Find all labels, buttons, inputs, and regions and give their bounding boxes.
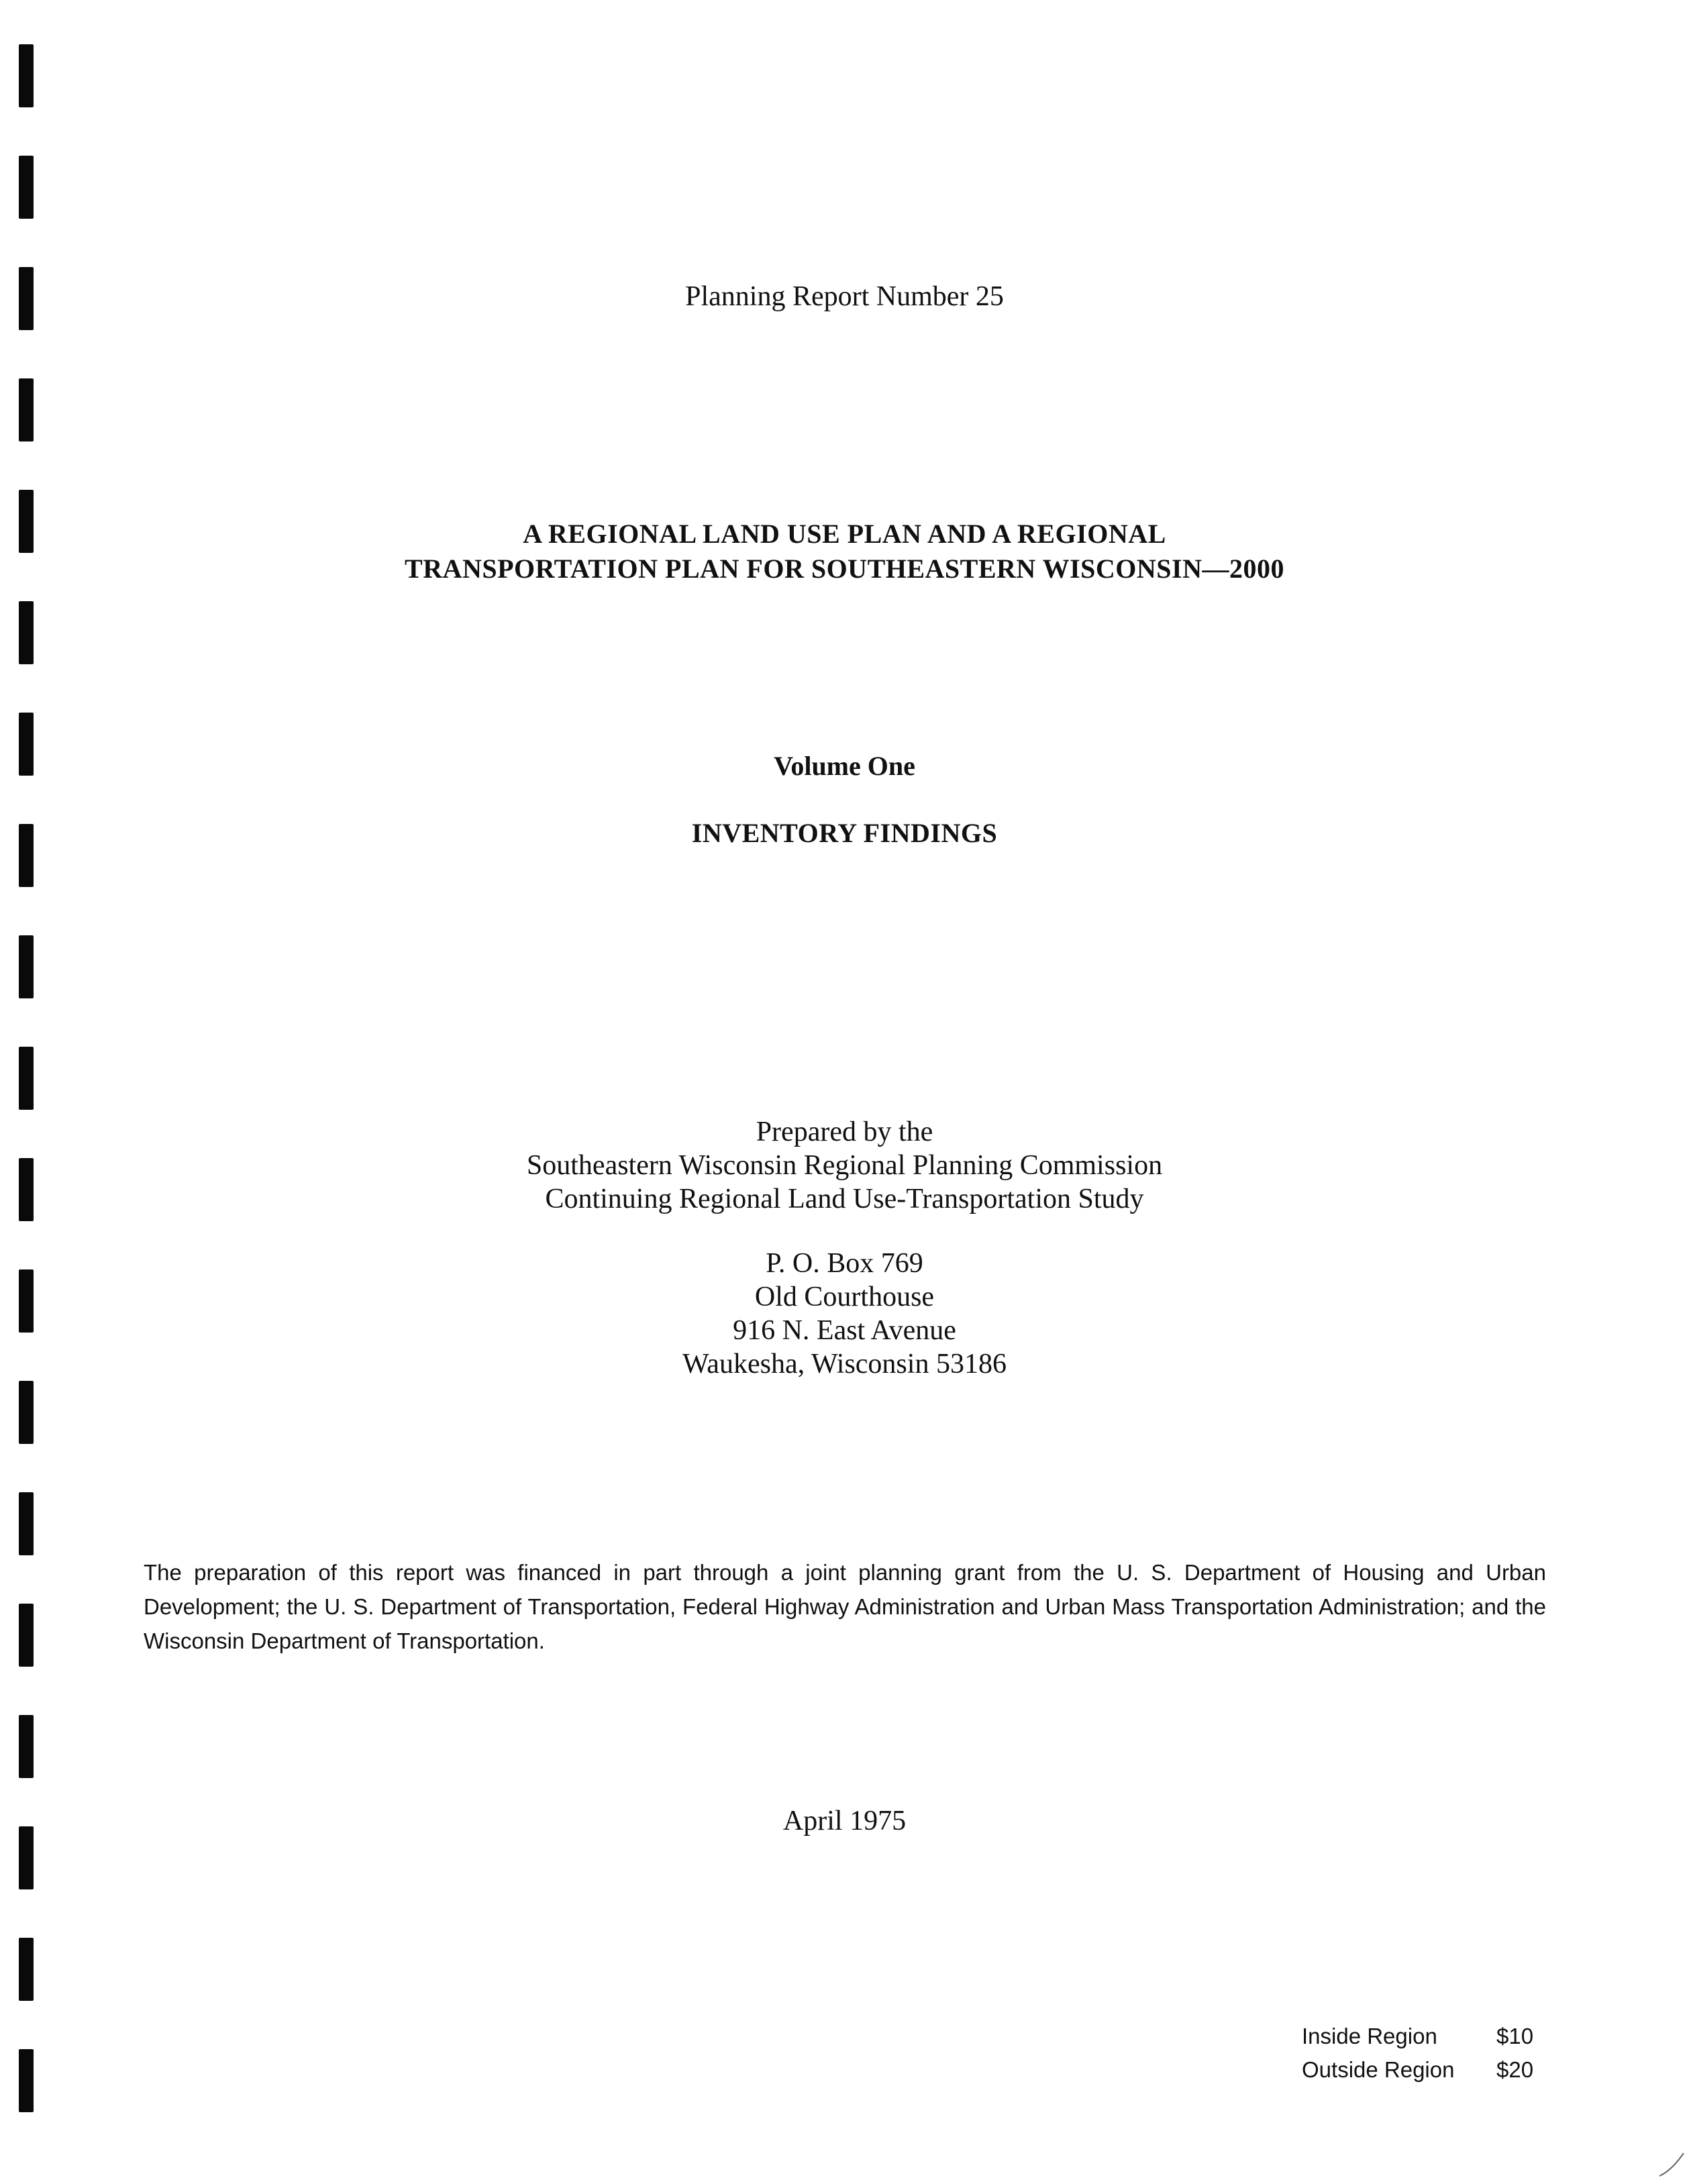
price-value: $10 — [1496, 2024, 1534, 2048]
document-subtitle: INVENTORY FINDINGS — [691, 818, 998, 848]
binding-hole — [19, 156, 34, 219]
title-line: A REGIONAL LAND USE PLAN AND A REGIONAL — [523, 519, 1166, 549]
binding-hole — [19, 1604, 34, 1667]
title-line: TRANSPORTATION PLAN FOR SOUTHEASTERN WISCONSIN—2000 — [405, 554, 1284, 584]
prepared-by-line: Continuing Regional Land Use-Transportation Study — [545, 1184, 1144, 1214]
page-curl-mark — [1658, 2150, 1685, 2177]
price-row — [1302, 2020, 1550, 2053]
volume-label: Volume One — [774, 751, 915, 781]
binding-hole — [19, 1381, 34, 1444]
financing-note: The preparation of this report was financed in part through a joint planning grant from the U. S. Department of Housing and Urban Development; the U. S. Department of Transportation, Federal Highway Administration and Urban Mass Transportation Administration; and the Wisconsin Department of Transportation. — [144, 1560, 1546, 1653]
prepared-by-line: Southeastern Wisconsin Regional Planning Commission — [526, 1150, 1163, 1181]
price-label: Inside Region — [1302, 2024, 1437, 2048]
binding-hole — [19, 1492, 34, 1555]
binding-hole — [19, 378, 34, 441]
binding-hole — [19, 601, 34, 664]
price-value: $20 — [1496, 2057, 1534, 2082]
address-line: P. O. Box 769 — [766, 1248, 923, 1279]
publication-date: April 1975 — [782, 1806, 907, 1836]
price-label: Outside Region — [1302, 2057, 1455, 2082]
binding-hole — [19, 2049, 34, 2112]
document-title — [0, 517, 1689, 586]
price-row — [1302, 2053, 1550, 2087]
prepared-by-block — [0, 1115, 1689, 1216]
binding-hole — [19, 935, 34, 998]
binding-hole — [19, 1047, 34, 1110]
price-list — [1302, 2020, 1550, 2087]
prepared-by-line: Prepared by the — [756, 1116, 933, 1147]
report-number: Planning Report Number 25 — [685, 281, 1004, 312]
address-line: 916 N. East Avenue — [733, 1315, 956, 1346]
binding-hole — [19, 1715, 34, 1778]
binding-hole — [19, 44, 34, 107]
binding-hole — [19, 1938, 34, 2001]
address-line: Old Courthouse — [754, 1282, 935, 1312]
address-block — [0, 1247, 1689, 1381]
address-line: Waukesha, Wisconsin 53186 — [682, 1349, 1007, 1380]
